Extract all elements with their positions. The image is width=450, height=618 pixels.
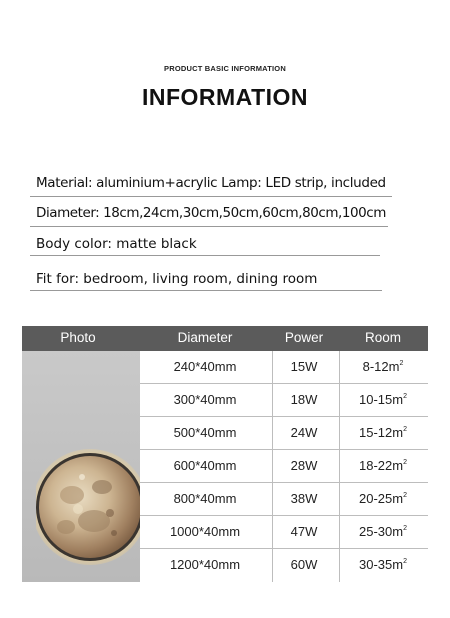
size-table [22,326,428,582]
cell-power: 38W [290,491,318,506]
spec-fit-for: Fit for: bedroom, living room, dining room [36,271,318,287]
header-room: Room [364,330,401,345]
divider [30,196,392,197]
cell-diameter: 500*40mm [173,425,237,440]
cell-diameter: 1000*40mm [169,524,241,539]
cell-diameter: 300*40mm [173,392,237,407]
spec-material: Material: aluminium+acrylic Lamp: LED strip, included [36,175,386,191]
cell-diameter: 240*40mm [173,359,237,374]
table-row [140,417,428,450]
cell-room: $15-12m^2$ [359,425,407,440]
cell-power: 47W [290,524,318,539]
divider [30,255,380,256]
page-title: INFORMATION [141,84,309,110]
cell-room: $8-12m^2$ [362,359,404,374]
cell-room: $30-35m^2$ [359,557,407,572]
cell-diameter: 1200*40mm [169,557,241,572]
spec-body-color: Body color: matte black [36,236,197,252]
product-subtitle: PRODUCT BASIC INFORMATION [164,64,286,73]
cell-power: 24W [290,425,318,440]
header-diameter: Diameter [177,330,233,345]
cell-diameter: 800*40mm [173,491,237,506]
table-row [140,351,428,384]
table-row [140,483,428,516]
header-power: Power [284,330,324,345]
cell-power: 28W [290,458,318,473]
cell-power: 18W [290,392,318,407]
cell-diameter: 600*40mm [173,458,237,473]
table-row [140,384,428,417]
cell-room: $18-22m^2$ [359,458,407,473]
header-photo: Photo [60,330,96,345]
cell-room: $20-25m^2$ [359,491,407,506]
table-row [140,516,428,549]
cell-power: 15W [290,359,318,374]
divider [30,290,382,291]
table-row [140,450,428,483]
product-photo [22,351,140,582]
table-header [22,326,428,351]
divider [30,226,388,227]
moon-lamp-image [36,447,140,572]
table-row [140,549,428,582]
cell-room: $25-30m^2$ [359,524,407,539]
cell-room: $10-15m^2$ [359,392,407,407]
cell-power: 60W [290,557,318,572]
spec-diameter: Diameter: 18cm,24cm,30cm,50cm,60cm,80cm,100cm [36,205,386,221]
